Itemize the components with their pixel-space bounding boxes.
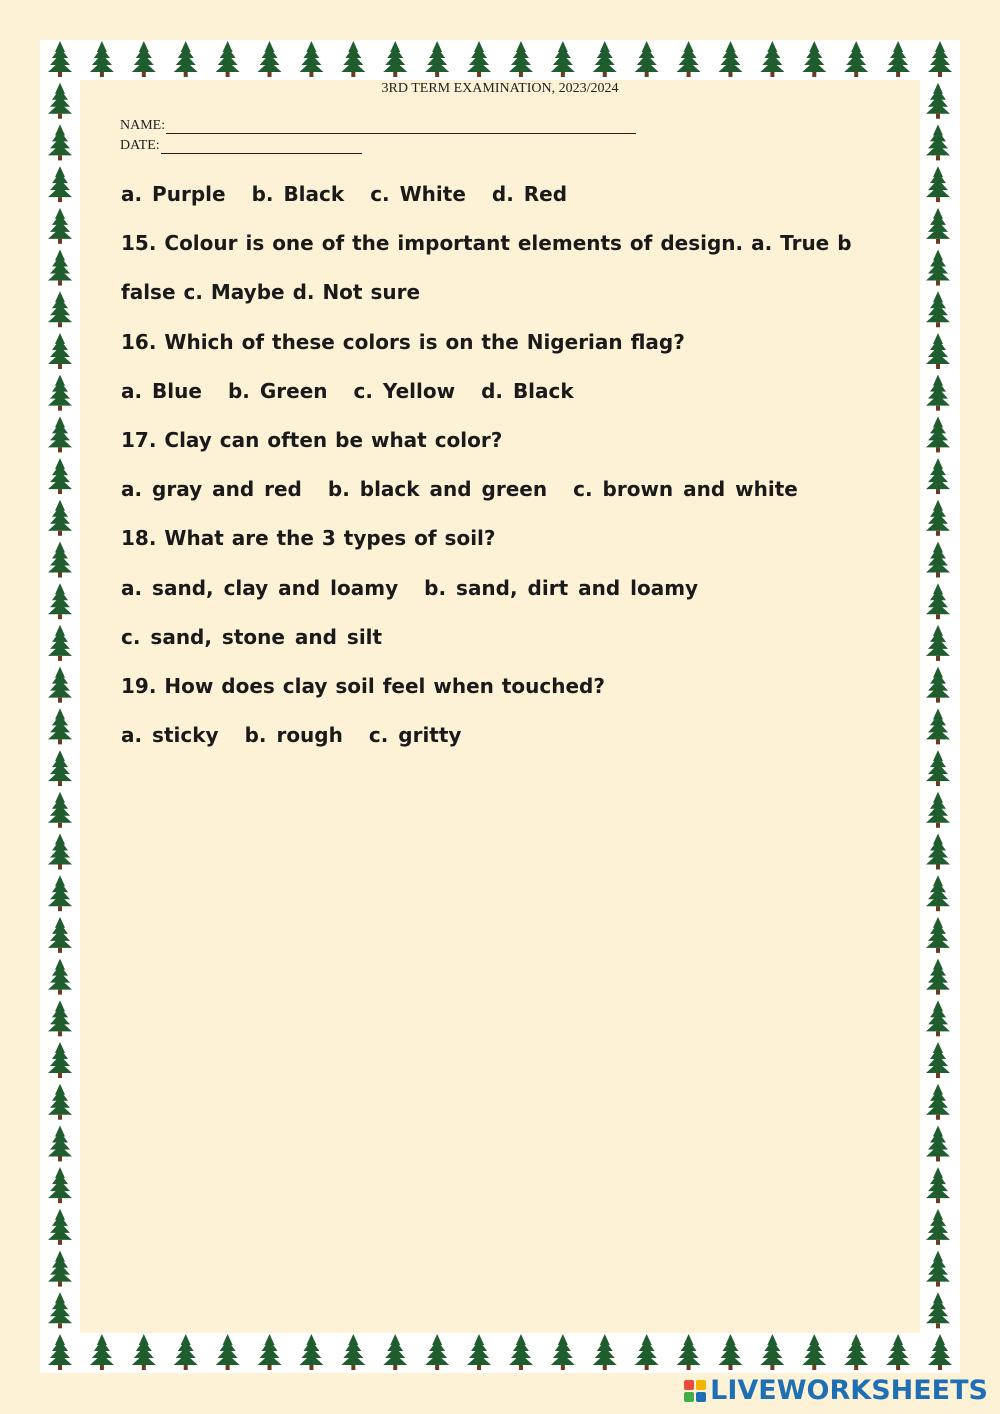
- pine-tree-icon: [928, 41, 952, 77]
- pine-tree-icon: [593, 41, 617, 77]
- pine-tree-icon: [926, 1125, 950, 1161]
- pine-tree-icon: [467, 41, 491, 77]
- pine-tree-icon: [299, 1334, 323, 1370]
- pine-tree-icon: [48, 458, 72, 494]
- pine-tree-icon: [48, 1042, 72, 1078]
- answer-option[interactable]: a. gray and red: [121, 477, 302, 502]
- pine-tree-icon: [677, 1334, 701, 1370]
- pine-tree-icon: [48, 1209, 72, 1245]
- answer-option[interactable]: a. sticky: [121, 723, 219, 748]
- pine-tree-icon: [926, 416, 950, 452]
- pine-tree-icon: [216, 41, 240, 77]
- answer-option[interactable]: b. sand, dirt and loamy: [424, 575, 699, 600]
- question-line: 19. How does clay soil feel when touched?: [121, 673, 605, 698]
- answer-option[interactable]: c. sand, stone and silt: [121, 624, 383, 649]
- answer-option[interactable]: d. Black: [481, 378, 574, 403]
- pine-tree-icon: [383, 1334, 407, 1370]
- pine-tree-icon: [926, 667, 950, 703]
- answer-option[interactable]: b. rough: [244, 723, 343, 748]
- answer-option[interactable]: c. brown and white: [573, 477, 798, 502]
- answer-option[interactable]: b. Green: [227, 378, 328, 403]
- date-label: DATE:: [120, 138, 160, 153]
- question-list: [121, 174, 901, 764]
- pine-tree-icon: [926, 1251, 950, 1287]
- pine-tree-icon: [90, 41, 114, 77]
- options-row: [121, 617, 901, 666]
- pine-tree-icon: [48, 375, 72, 411]
- pine-tree-icon: [48, 1167, 72, 1203]
- pine-tree-icon: [926, 1084, 950, 1120]
- logo-square-yellow: [696, 1380, 706, 1390]
- pine-tree-icon: [132, 1334, 156, 1370]
- pine-tree-icon: [48, 250, 72, 286]
- logo-square-red: [684, 1380, 694, 1390]
- pine-tree-icon: [886, 41, 910, 77]
- pine-tree-icon: [926, 250, 950, 286]
- pine-tree-icon: [802, 1334, 826, 1370]
- pine-tree-icon: [48, 833, 72, 869]
- pine-tree-icon: [48, 959, 72, 995]
- pine-tree-icon: [760, 41, 784, 77]
- pine-tree-icon: [760, 1334, 784, 1370]
- pine-tree-icon: [926, 792, 950, 828]
- pine-tree-icon: [635, 41, 659, 77]
- pine-tree-icon: [677, 41, 701, 77]
- name-label: NAME:: [120, 118, 166, 133]
- name-field[interactable]: [120, 118, 636, 134]
- date-field[interactable]: [120, 138, 362, 154]
- pine-tree-icon: [48, 41, 72, 77]
- exam-title: 3RD TERM EXAMINATION, 2023/2024: [381, 81, 619, 96]
- pine-tree-icon: [48, 333, 72, 369]
- pine-tree-icon: [551, 41, 575, 77]
- question-line: 17. Clay can often be what color?: [121, 427, 503, 452]
- pine-tree-icon: [802, 41, 826, 77]
- logo-square-blue: [696, 1392, 706, 1402]
- answer-option[interactable]: c. gritty: [368, 723, 462, 748]
- pine-tree-icon: [48, 1000, 72, 1036]
- logo-text: LIVEWORKSHEETS: [710, 1375, 988, 1406]
- pine-tree-icon: [48, 708, 72, 744]
- answer-option[interactable]: b. Black: [251, 182, 345, 206]
- pine-tree-icon: [926, 1292, 950, 1328]
- pine-tree-icon: [48, 1334, 72, 1370]
- pine-tree-icon: [48, 792, 72, 828]
- answer-option[interactable]: a. sand, clay and loamy: [121, 575, 399, 600]
- pine-tree-icon: [926, 959, 950, 995]
- pine-tree-icon: [48, 1125, 72, 1161]
- pine-tree-icon: [926, 875, 950, 911]
- pine-tree-icon: [509, 41, 533, 77]
- pine-tree-icon: [926, 1000, 950, 1036]
- question-line: 18. What are the 3 types of soil?: [121, 526, 496, 551]
- pine-tree-icon: [48, 1292, 72, 1328]
- pine-tree-icon: [48, 291, 72, 327]
- pine-tree-icon: [48, 583, 72, 619]
- pine-tree-icon: [926, 1167, 950, 1203]
- pine-tree-icon: [509, 1334, 533, 1370]
- answer-option[interactable]: a. Purple: [121, 182, 226, 206]
- pine-tree-icon: [926, 500, 950, 536]
- question-line: 16. Which of these colors is on the Nigerian flag?: [121, 329, 685, 354]
- pine-tree-icon: [425, 41, 449, 77]
- pine-tree-icon: [926, 166, 950, 202]
- pine-tree-icon: [48, 625, 72, 661]
- pine-tree-icon: [926, 375, 950, 411]
- pine-tree-icon: [926, 625, 950, 661]
- options-row: [121, 715, 901, 764]
- pine-tree-icon: [551, 1334, 575, 1370]
- options-row: [121, 469, 901, 518]
- pine-tree-icon: [48, 1251, 72, 1287]
- answer-option[interactable]: c. White: [370, 182, 466, 206]
- date-line[interactable]: [161, 139, 362, 154]
- pine-tree-icon: [844, 41, 868, 77]
- answer-option[interactable]: d. Red: [491, 182, 568, 206]
- answer-option[interactable]: c. Yellow: [353, 378, 456, 403]
- pine-tree-icon: [467, 1334, 491, 1370]
- pine-tree-icon: [216, 1334, 240, 1370]
- pine-tree-icon: [48, 542, 72, 578]
- pine-tree-icon: [926, 333, 950, 369]
- options-row: [121, 371, 901, 420]
- pine-tree-icon: [48, 166, 72, 202]
- pine-tree-icon: [926, 750, 950, 786]
- pine-tree-icon: [926, 291, 950, 327]
- pine-tree-icon: [48, 124, 72, 160]
- pine-tree-icon: [132, 41, 156, 77]
- pine-tree-icon: [48, 416, 72, 452]
- options-row: [121, 568, 901, 617]
- pine-tree-icon: [48, 917, 72, 953]
- pine-tree-icon: [926, 917, 950, 953]
- logo-square-green: [684, 1392, 694, 1402]
- pine-tree-icon: [718, 1334, 742, 1370]
- question-line: false c. Maybe d. Not sure: [121, 280, 421, 305]
- pine-tree-icon: [926, 208, 950, 244]
- pine-tree-icon: [926, 833, 950, 869]
- pine-tree-icon: [926, 583, 950, 619]
- pine-tree-icon: [425, 1334, 449, 1370]
- pine-tree-icon: [926, 124, 950, 160]
- pine-tree-icon: [174, 1334, 198, 1370]
- question-line: 15. Colour is one of the important elements of design. a. True b: [121, 231, 852, 256]
- pine-tree-icon: [90, 1334, 114, 1370]
- pine-tree-icon: [928, 1334, 952, 1370]
- pine-tree-icon: [48, 667, 72, 703]
- pine-tree-icon: [174, 41, 198, 77]
- pine-tree-icon: [926, 708, 950, 744]
- pine-tree-icon: [844, 1334, 868, 1370]
- pine-tree-icon: [48, 1084, 72, 1120]
- pine-tree-icon: [886, 1334, 910, 1370]
- pine-tree-icon: [635, 1334, 659, 1370]
- answer-option[interactable]: a. Blue: [121, 378, 202, 403]
- pine-tree-icon: [299, 41, 323, 77]
- pine-tree-icon: [48, 208, 72, 244]
- pine-tree-icon: [258, 1334, 282, 1370]
- pine-tree-icon: [926, 1209, 950, 1245]
- pine-tree-icon: [48, 750, 72, 786]
- pine-tree-icon: [341, 41, 365, 77]
- pine-tree-icon: [383, 41, 407, 77]
- pine-tree-icon: [341, 1334, 365, 1370]
- pine-tree-icon: [926, 458, 950, 494]
- pine-tree-icon: [926, 542, 950, 578]
- pine-tree-icon: [718, 41, 742, 77]
- liveworksheets-logo: [684, 1375, 988, 1406]
- answer-option[interactable]: b. black and green: [327, 477, 548, 502]
- pine-tree-icon: [926, 1042, 950, 1078]
- options-row: [121, 174, 901, 223]
- pine-tree-icon: [258, 41, 282, 77]
- name-line[interactable]: [166, 119, 636, 134]
- liveworksheets-logo-icon: [684, 1380, 706, 1402]
- pine-tree-icon: [48, 500, 72, 536]
- pine-tree-icon: [593, 1334, 617, 1370]
- pine-tree-icon: [48, 875, 72, 911]
